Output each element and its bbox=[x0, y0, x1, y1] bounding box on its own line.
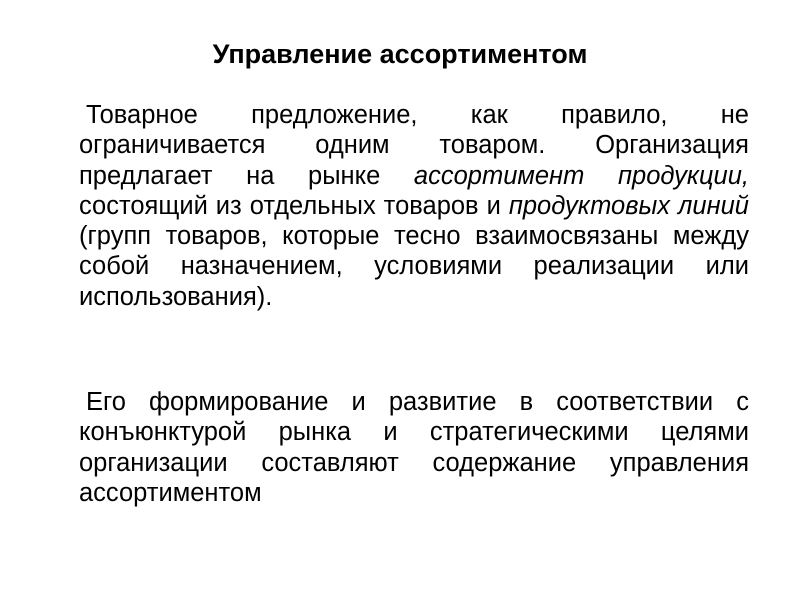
italic-term-product-lines: продуктовых линий bbox=[508, 191, 749, 220]
italic-term-assortment: ассортимент продукции, bbox=[413, 161, 749, 190]
paragraph-text-segment: (групп товаров, которые тесно взаимосвязаны между собой назначением, условиями реализации или использования). bbox=[79, 222, 749, 311]
paragraph-text-segment: Товарное предложение, как правило, не ограничивается одним товаром. Организация предлагает на рынке bbox=[79, 101, 749, 190]
paragraph-text-segment: состоящий из отдельных товаров и bbox=[79, 191, 509, 220]
paragraph-assortment-definition bbox=[79, 100, 749, 312]
slide-title: Управление ассортиментом bbox=[212, 39, 588, 69]
paragraph-assortment-management: Его формирование и развитие в соответствии с конъюнктурой рынка и стратегическими целями организации составляют содержание управления ассортиментом bbox=[79, 388, 749, 507]
